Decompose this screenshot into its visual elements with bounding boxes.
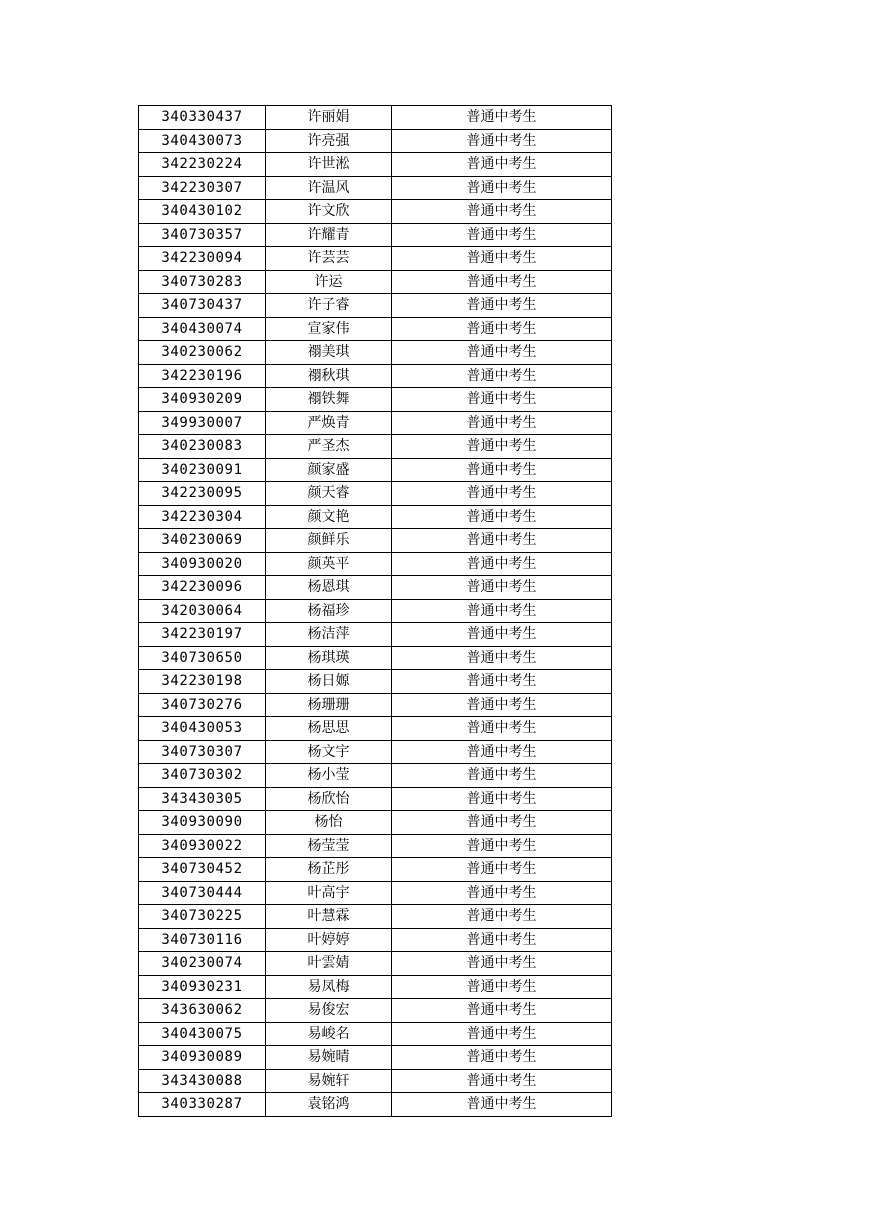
student-name-cell: 易婉轩 (266, 1069, 392, 1093)
student-name-cell: 许世淞 (266, 153, 392, 177)
student-name-cell: 颜家盛 (266, 458, 392, 482)
candidate-type-cell: 普通中考生 (392, 482, 612, 506)
candidate-type-cell: 普通中考生 (392, 646, 612, 670)
candidate-type-cell: 普通中考生 (392, 1093, 612, 1117)
student-name-cell: 杨日嫄 (266, 670, 392, 694)
table-row (139, 294, 612, 318)
table-row (139, 552, 612, 576)
student-name-cell: 许运 (266, 270, 392, 294)
candidate-type-cell: 普通中考生 (392, 740, 612, 764)
candidate-id-cell: 343430088 (139, 1069, 266, 1093)
candidate-id-cell: 342230198 (139, 670, 266, 694)
candidate-id-cell: 340430073 (139, 129, 266, 153)
candidate-type-cell: 普通中考生 (392, 811, 612, 835)
candidate-type-cell: 普通中考生 (392, 670, 612, 694)
candidate-id-cell: 340230083 (139, 435, 266, 459)
candidate-type-cell: 普通中考生 (392, 341, 612, 365)
candidate-id-cell: 340730225 (139, 905, 266, 929)
candidate-type-cell: 普通中考生 (392, 106, 612, 130)
candidate-id-cell: 340730307 (139, 740, 266, 764)
candidate-type-cell: 普通中考生 (392, 529, 612, 553)
table-row (139, 247, 612, 271)
student-name-cell: 杨文宇 (266, 740, 392, 764)
candidate-id-cell: 349930007 (139, 411, 266, 435)
student-name-cell: 宣家伟 (266, 317, 392, 341)
candidate-type-cell: 普通中考生 (392, 223, 612, 247)
candidate-type-cell: 普通中考生 (392, 294, 612, 318)
table-row (139, 670, 612, 694)
candidate-id-cell: 340730650 (139, 646, 266, 670)
candidate-id-cell: 342230304 (139, 505, 266, 529)
candidate-type-cell: 普通中考生 (392, 1022, 612, 1046)
table-row (139, 928, 612, 952)
table-row (139, 388, 612, 412)
candidate-id-cell: 340730437 (139, 294, 266, 318)
candidate-id-cell: 340430102 (139, 200, 266, 224)
roster-table-body (139, 106, 612, 1117)
student-name-cell: 杨琪瑛 (266, 646, 392, 670)
table-row (139, 458, 612, 482)
candidate-type-cell: 普通中考生 (392, 270, 612, 294)
table-row (139, 341, 612, 365)
candidate-id-cell: 343630062 (139, 999, 266, 1023)
student-name-cell: 颜天睿 (266, 482, 392, 506)
candidate-type-cell: 普通中考生 (392, 364, 612, 388)
candidate-type-cell: 普通中考生 (392, 1046, 612, 1070)
table-row (139, 1022, 612, 1046)
candidate-id-cell: 340230069 (139, 529, 266, 553)
student-name-cell: 颜文艳 (266, 505, 392, 529)
table-row (139, 834, 612, 858)
table-row (139, 1069, 612, 1093)
candidate-id-cell: 342230095 (139, 482, 266, 506)
student-name-cell: 杨洁萍 (266, 623, 392, 647)
student-name-cell: 易峻名 (266, 1022, 392, 1046)
candidate-type-cell: 普通中考生 (392, 952, 612, 976)
candidate-type-cell: 普通中考生 (392, 834, 612, 858)
candidate-id-cell: 340730357 (139, 223, 266, 247)
candidate-id-cell: 340730302 (139, 764, 266, 788)
candidate-type-cell: 普通中考生 (392, 1069, 612, 1093)
student-name-cell: 易婉晴 (266, 1046, 392, 1070)
student-name-cell: 禤铁舞 (266, 388, 392, 412)
candidate-id-cell: 340330287 (139, 1093, 266, 1117)
candidate-id-cell: 340930022 (139, 834, 266, 858)
table-row (139, 693, 612, 717)
candidate-id-cell: 340730116 (139, 928, 266, 952)
candidate-id-cell: 340930209 (139, 388, 266, 412)
student-name-cell: 许文欣 (266, 200, 392, 224)
candidate-type-cell: 普通中考生 (392, 435, 612, 459)
candidate-type-cell: 普通中考生 (392, 858, 612, 882)
student-name-cell: 叶婷婷 (266, 928, 392, 952)
candidate-type-cell: 普通中考生 (392, 623, 612, 647)
candidate-id-cell: 340730283 (139, 270, 266, 294)
table-row (139, 317, 612, 341)
student-name-cell: 易俊宏 (266, 999, 392, 1023)
candidate-type-cell: 普通中考生 (392, 975, 612, 999)
student-name-cell: 许丽娟 (266, 106, 392, 130)
table-row (139, 1093, 612, 1117)
student-roster-table (138, 105, 612, 1117)
table-row (139, 270, 612, 294)
candidate-type-cell: 普通中考生 (392, 576, 612, 600)
candidate-id-cell: 342230307 (139, 176, 266, 200)
table-row (139, 787, 612, 811)
student-name-cell: 严圣杰 (266, 435, 392, 459)
table-row (139, 811, 612, 835)
candidate-type-cell: 普通中考生 (392, 505, 612, 529)
candidate-id-cell: 340930090 (139, 811, 266, 835)
candidate-id-cell: 340930020 (139, 552, 266, 576)
student-name-cell: 禤美琪 (266, 341, 392, 365)
candidate-id-cell: 342230196 (139, 364, 266, 388)
table-row (139, 599, 612, 623)
table-row (139, 858, 612, 882)
student-name-cell: 叶雲婧 (266, 952, 392, 976)
candidate-type-cell: 普通中考生 (392, 129, 612, 153)
student-name-cell: 许子睿 (266, 294, 392, 318)
table-row (139, 1046, 612, 1070)
table-row (139, 999, 612, 1023)
student-name-cell: 许温风 (266, 176, 392, 200)
candidate-type-cell: 普通中考生 (392, 458, 612, 482)
student-name-cell: 禤秋琪 (266, 364, 392, 388)
candidate-type-cell: 普通中考生 (392, 717, 612, 741)
candidate-id-cell: 340430074 (139, 317, 266, 341)
candidate-id-cell: 340930231 (139, 975, 266, 999)
table-row (139, 505, 612, 529)
candidate-id-cell: 342230197 (139, 623, 266, 647)
student-name-cell: 许亮强 (266, 129, 392, 153)
candidate-id-cell: 340330437 (139, 106, 266, 130)
table-row (139, 106, 612, 130)
candidate-id-cell: 342230096 (139, 576, 266, 600)
table-row (139, 223, 612, 247)
candidate-type-cell: 普通中考生 (392, 176, 612, 200)
candidate-type-cell: 普通中考生 (392, 200, 612, 224)
student-name-cell: 许耀青 (266, 223, 392, 247)
candidate-id-cell: 342230094 (139, 247, 266, 271)
candidate-type-cell: 普通中考生 (392, 388, 612, 412)
table-row (139, 952, 612, 976)
table-row (139, 411, 612, 435)
table-row (139, 529, 612, 553)
student-name-cell: 颜英平 (266, 552, 392, 576)
candidate-type-cell: 普通中考生 (392, 247, 612, 271)
document-page (138, 105, 611, 1117)
table-row (139, 905, 612, 929)
candidate-id-cell: 340730452 (139, 858, 266, 882)
candidate-type-cell: 普通中考生 (392, 905, 612, 929)
candidate-type-cell: 普通中考生 (392, 317, 612, 341)
student-name-cell: 许芸芸 (266, 247, 392, 271)
table-row (139, 881, 612, 905)
candidate-type-cell: 普通中考生 (392, 693, 612, 717)
candidate-type-cell: 普通中考生 (392, 764, 612, 788)
student-name-cell: 叶慧霖 (266, 905, 392, 929)
candidate-type-cell: 普通中考生 (392, 928, 612, 952)
candidate-type-cell: 普通中考生 (392, 552, 612, 576)
table-row (139, 129, 612, 153)
candidate-type-cell: 普通中考生 (392, 881, 612, 905)
student-name-cell: 易凤梅 (266, 975, 392, 999)
candidate-id-cell: 340730444 (139, 881, 266, 905)
candidate-id-cell: 340430075 (139, 1022, 266, 1046)
student-name-cell: 杨小莹 (266, 764, 392, 788)
candidate-id-cell: 342230224 (139, 153, 266, 177)
table-row (139, 764, 612, 788)
candidate-id-cell: 340230062 (139, 341, 266, 365)
candidate-id-cell: 340930089 (139, 1046, 266, 1070)
student-name-cell: 叶高宇 (266, 881, 392, 905)
table-row (139, 646, 612, 670)
candidate-id-cell: 340230074 (139, 952, 266, 976)
table-row (139, 717, 612, 741)
student-name-cell: 袁铭鸿 (266, 1093, 392, 1117)
student-name-cell: 杨莹莹 (266, 834, 392, 858)
table-row (139, 435, 612, 459)
student-name-cell: 杨珊珊 (266, 693, 392, 717)
student-name-cell: 杨恩琪 (266, 576, 392, 600)
candidate-type-cell: 普通中考生 (392, 153, 612, 177)
table-row (139, 623, 612, 647)
candidate-id-cell: 343430305 (139, 787, 266, 811)
table-row (139, 740, 612, 764)
student-name-cell: 杨思思 (266, 717, 392, 741)
student-name-cell: 杨欣怡 (266, 787, 392, 811)
candidate-id-cell: 340230091 (139, 458, 266, 482)
table-row (139, 176, 612, 200)
student-name-cell: 杨怡 (266, 811, 392, 835)
candidate-id-cell: 340430053 (139, 717, 266, 741)
candidate-type-cell: 普通中考生 (392, 787, 612, 811)
table-row (139, 364, 612, 388)
student-name-cell: 颜鲜乐 (266, 529, 392, 553)
table-row (139, 576, 612, 600)
student-name-cell: 杨芷彤 (266, 858, 392, 882)
candidate-id-cell: 340730276 (139, 693, 266, 717)
table-row (139, 482, 612, 506)
table-row (139, 153, 612, 177)
table-row (139, 200, 612, 224)
student-name-cell: 杨福珍 (266, 599, 392, 623)
table-row (139, 975, 612, 999)
candidate-type-cell: 普通中考生 (392, 411, 612, 435)
candidate-type-cell: 普通中考生 (392, 999, 612, 1023)
candidate-id-cell: 342030064 (139, 599, 266, 623)
student-name-cell: 严焕青 (266, 411, 392, 435)
candidate-type-cell: 普通中考生 (392, 599, 612, 623)
